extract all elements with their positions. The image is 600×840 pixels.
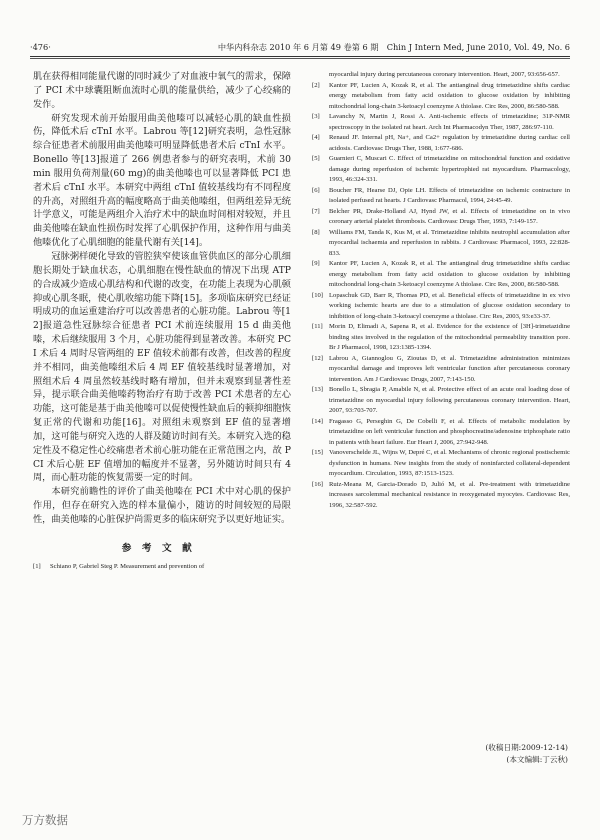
running-header [30, 40, 570, 57]
body-paragraph: 本研究前瞻性的评价了曲美他嗪在 PCI 术中对心肌的保护作用，但存在研究入选的样本量偏小，随访的时间较短的局限性，曲美他嗪的心脏保护尚需更多的临床研究予以更好地证实。 [33, 486, 291, 525]
reference-item [312, 322, 570, 354]
reference-number: [10] [312, 291, 323, 299]
reference-number: [3] [312, 113, 320, 120]
reference-text: Kantor PF, Lucien A, Kozak R, et al. The antianginal drug trimetazidine shifts cardiac energy metabolism from fatty acid oxidation to glucose oxidation by inhibiting mitochondrial long-chain 3-ketoacyl coenzyme A thiolase. Circ Res, 2000, 86:580-588. [329, 81, 570, 110]
reference-number: [5] [312, 155, 320, 162]
reference-text: Guarnieri C, Muscari C. Effect of trimetazidine on mitochondrial function and oxidative damage during reperfusion of ischemic hypertrophied rat myocardium. Pharmacology, 1993, 46:324-331. [329, 155, 570, 183]
reference-number: [8] [312, 228, 320, 236]
reference-number: [6] [312, 186, 320, 194]
reference-number: [13] [312, 386, 323, 393]
reference-item [312, 154, 570, 186]
received-date: (收稿日期:2009-12-14) [485, 743, 568, 752]
journal-citation-line: 中华内科杂志 2010 年 6 月第 49 卷第 6 期 Chin J Intern Med, June 2010, Vol. 49, No. 6 [217, 42, 570, 52]
reference-text: Bonello L, Sbragia P, Amabile N, et al. Protective effect of an acute oral loading dose of trimetazidine on myocardial injury following percutaneous coronary intervention. Heart, 2007, 93:703-707. [329, 386, 570, 414]
reference-item [312, 417, 570, 449]
reference-text: Boucher FR, Hearse DJ, Opie LH. Effects of trimetazidine on ischemic contracture in isolated perfused rat hearts. J Cardiovasc Pharmacol, 1994, 24:45-49. [329, 186, 570, 204]
reference-number: [2] [312, 81, 320, 89]
reference-item [312, 448, 570, 480]
reference-text: Ruiz-Meana M, Garcia-Dorado D, Julió M, et al. Pre-treatment with trimetazidine increases sarcolemmal mechanical resistance in reoxygenated myocytes. Cardiovasc Res, 1996, 32:587-592. [329, 480, 570, 509]
reference-text: Renaud JF. Internal pH, Na+, and Ca2+ regulation by trimetazidine during cardiac cell acidosis. Cardiovasc Drugs Ther, 1988, 1:677-686. [329, 134, 570, 152]
reference-number: [9] [312, 260, 320, 267]
reference-text: Fragasso G, Perseghin G, De Cobelli F, et al. Effects of metabolic modulation by trimetazidine on left ventricular function and phosphocreatine/adenosine triphosphate ratio in patients with heart failure. Eur Heart J, 2006, 27:942-948. [329, 417, 570, 446]
reference-number: [15] [312, 449, 323, 456]
reference-item [312, 228, 570, 260]
reference-number: [12] [312, 354, 323, 362]
page-number: ·476· [30, 42, 51, 52]
reference-number: [4] [312, 134, 320, 141]
reference-number: [16] [312, 480, 323, 488]
reference-number: [1] [33, 562, 41, 570]
reference-text: Lavanchy N, Martin J, Rossi A. Anti-ischemic effects of trimetazidine; 31P-NMR spectroscopy in the isolated rat heart. Arch Int Pharmacodyn Ther, 1987, 286:97-110. [329, 113, 570, 131]
body-paragraph: 肌在获得相同能量代谢的同时减少了对血液中氧气的需求，保障了 PCI 术中球囊阻断血流时心肌的能量供给，减少了心绞痛的发作。 [33, 71, 291, 110]
left-column [33, 70, 291, 572]
reference-text: Belcher PR, Drake-Holland AJ, Hynd JW, et al. Effects of trimetazidine on in vivo coronary arterial platelet thrombosis. Cardiovasc Drugs Ther, 1993, 7:149-157. [329, 207, 570, 225]
wanfang-watermark: 万方数据 [22, 813, 68, 827]
reference-item [312, 186, 570, 207]
body-paragraph: 冠脉粥样硬化导致的管腔狭窄使该血管供血区的部分心肌细胞长期处于缺血状态，心肌细胞在慢性缺血的情况下出现 ATP 的合成减少造成心肌结构和代谢的改变，在功能上表现为心肌顿抑或心肌冬眠，使心肌收缩功能下降[15]。多项临床研究已经证明成功的血运重建治疗可以改善患者的心脏功能。Labrou 等[12]报道急性冠脉综合征患者 PCI 术前连续服用 15 d 曲美他嗪，术后继续服用 3 个月，心脏功能得到显著改善。本研究 PCI 术后 4 周时尽管两组的 EF 值较术前都有改善，但改善的程度并不相同，曲美他嗪组术后 4 周 EF 值较基线时显著增加，对照组术后 4 周虽然较基线时略有增加，但并未观察到显著性差异，提示联合曲美他嗪药物治疗有助于改善 PCI 术患者的左心功能，这可能是基于曲美他嗪可以促使慢性缺血后的顿抑细胞恢复正常的代谢和功能[16]。对照组未观察到 EF 值的显著增加，这可能与研究入选的人群及随访时间有关。本研究入选的稳定性及不稳定性心绞痛患者术前心脏功能在正常范围之内，故 PCI 术后心脏 EF 值增加的幅度并不显著，另外随访时间只有 4 周，而心脏功能的恢复需要一定的时间。 [33, 250, 291, 484]
body-paragraph: 研究发现术前开始服用曲美他嗪可以减轻心肌的缺血性损伤，降低术后 cTnI 水平。Labrou 等[12]研究表明，急性冠脉综合征患者术前服用曲美他嗪可明显降低患者术后 cTnI 水平。Bonello 等[13]报道了 266 例患者参与的研究表明，术前 30 min 服用负荷剂量(60 mg)的曲美他嗪也可以显著降低 PCI 患者术后 cTnI 水平。本研究中两组 cTnI 值较基线均有不同程度的升高，对照组升高的幅度略高于曲美他嗪组，但两组差异无统计学意义，可能是两组介入治疗术中的缺血时间相对较短，并且曲美他嗪在缺血性损伤时发挥了心肌保护作用，这种作用与曲美他嗪优化了心肌细胞的能量代谢有关[14]。 [33, 112, 291, 249]
reference-item [312, 291, 570, 323]
reference-item [312, 81, 570, 113]
reference-item [312, 133, 570, 154]
reference-text: Labrou A, Giannoglou G, Zioutas D, et al. Trimetazidine administration minimizes myocardial damage and improves left ventricular function after percutaneous coronary intervention. Am J Cardiovasc Drugs, 2007, 7:143-150. [329, 354, 570, 383]
reference-text: Morin D, Elimadi A, Sapena R, et al. Evidence for the existence of [3H]-trimetazidine binding sites involved in the regulation of the mitochondrial permeability transition pore. Br J Pharmacol, 1998, 123:1385-1394. [329, 323, 570, 351]
reference-text-cont: myocardial injury during percutaneous coronary intervention. Heart, 2007, 93:656-657. [329, 71, 560, 78]
right-column [312, 70, 570, 511]
editor-note: (本文编辑:丁云秋) [506, 755, 568, 764]
reference-item [312, 112, 570, 133]
reference-number: [7] [312, 207, 320, 215]
reference-number: [14] [312, 417, 323, 425]
reference-text: Schiano P, Gabriel Steg P. Measurement and prevention of [50, 562, 205, 570]
reference-text: Lopaschuk GD, Barr R, Thomas PD, et al. Beneficial effects of trimetazidine in ex vivo working ischemic hearts are due to a stimulation of glucose oxidation secondary to inhibition of long-chain 3-ketoacyl coenzyme a thiolase. Circ Res, 2003, 93:e33-37. [329, 291, 570, 320]
reference-item [312, 259, 570, 291]
reference-continuation [312, 70, 570, 81]
reference-item [312, 207, 570, 228]
manuscript-dates [485, 742, 568, 766]
reference-number: [11] [312, 323, 323, 330]
references-heading: 参考文献 [121, 542, 203, 554]
reference-text: Kantor PF, Lucien A, Kozak R, et al. The antianginal drug trimetazidine shifts cardiac energy metabolism from fatty acid oxidation to glucose oxidation by inhibiting mitochondrial long-chain 3-ketoacyl coenzyme A thiolase. Circ Res, 2000, 86:580-588. [329, 260, 570, 288]
reference-item [33, 562, 291, 573]
reference-text: Williams FM, Tanda K, Kus M, et al. Trimetazidine inhibits neutrophil accumulation after myocardial ischaemia and reperfusion in rabbits. J Cardiovasc Pharmacol, 1993, 22:828-833. [329, 228, 570, 257]
reference-item [312, 385, 570, 417]
reference-item [312, 354, 570, 386]
reference-text: Vanoverschelde JL, Wijns W, Depré C, et al. Mechanisms of chronic regional postischemic dysfunction in humans. New insights from the study of noninfarcted collateral-dependent myocardium. Circulation, 1993, 87:1513-1523. [329, 449, 570, 477]
reference-item [312, 480, 570, 512]
